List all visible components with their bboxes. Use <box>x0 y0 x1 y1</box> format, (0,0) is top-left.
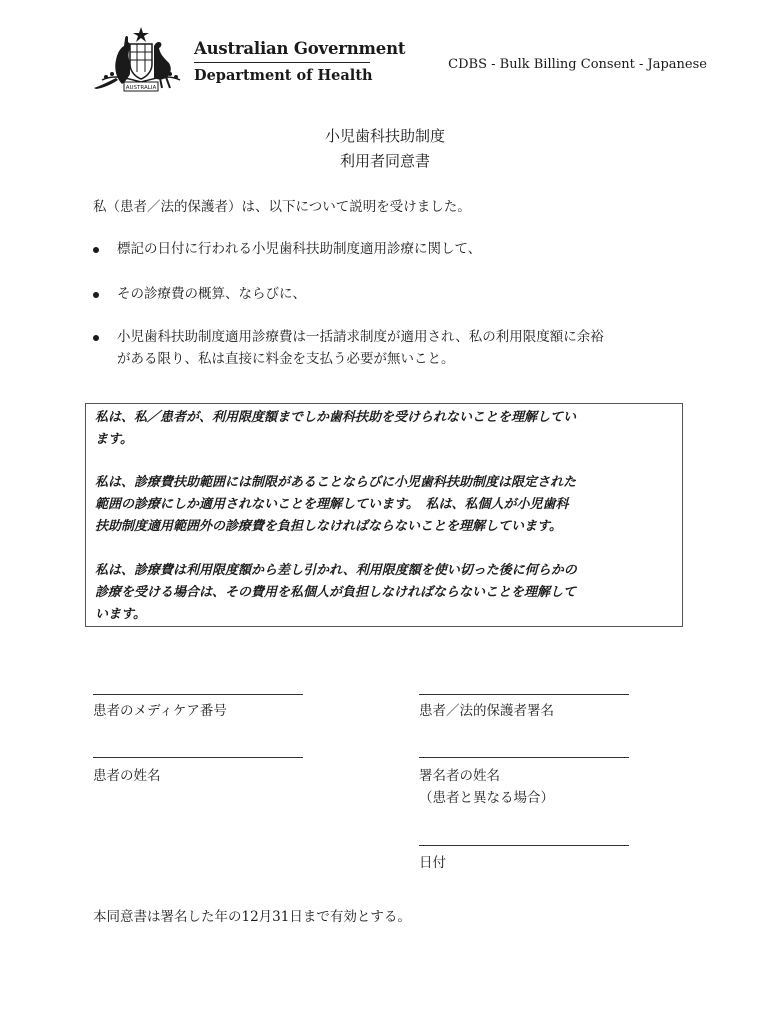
signer-name-line[interactable] <box>419 757 629 758</box>
ack-para-3-line2: 診療を受ける場合は、その費用を私個人が負担しなければならないことを理解して <box>95 585 577 600</box>
medicare-number-line[interactable] <box>93 694 303 695</box>
ack-para-1-line2: ます。 <box>95 432 133 447</box>
bullet-icon <box>93 335 99 341</box>
ack-para-2-line3: 扶助制度適用範囲外の診療費を負担しなければならないことを理解しています。 <box>95 519 562 534</box>
signature-line[interactable] <box>419 694 629 695</box>
government-name: Australian Government <box>194 39 406 58</box>
date-line[interactable] <box>419 845 629 846</box>
commonwealth-coat-of-arms-icon <box>92 22 184 94</box>
ack-para-2-line1: 私は、診療費扶助範囲には制限があることならびに小児歯科扶助制度は限定された <box>95 475 577 490</box>
form-title-line1: 小児歯科扶助制度 <box>324 127 445 145</box>
department-name: Department of Health <box>194 67 373 84</box>
bullet-icon <box>93 247 99 253</box>
patient-name-line[interactable] <box>93 757 303 758</box>
form-title-line2: 利用者同意書 <box>339 152 430 170</box>
crest-motto: AUSTRALIA <box>125 85 157 91</box>
medicare-number-label: 患者のメディケア番号 <box>93 703 227 719</box>
patient-name-label: 患者の姓名 <box>93 768 161 784</box>
ack-para-3-line3: います。 <box>95 607 146 622</box>
signature-label: 患者／法的保護者署名 <box>419 703 554 719</box>
validity-note: 本同意書は署名した年の12月31日まで有効とする。 <box>93 909 411 925</box>
intro-statement: 私（患者／法的保護者）は、以下について説明を受けました。 <box>93 199 471 215</box>
bullet-item-3-line2: がある限り、私は直接に料金を支払う必要が無いこと。 <box>117 351 455 367</box>
date-label: 日付 <box>419 855 446 871</box>
bullet-item-3-line1: 小児歯科扶助制度適用診療費は一括請求制度が適用され、私の利用限度額に余裕 <box>117 329 604 345</box>
signer-name-label: 署名者の姓名 <box>419 768 500 784</box>
header-divider <box>194 62 370 63</box>
ack-para-2-line2: 範囲の診療にしか適用されないことを理解しています。 私は、私個人が小児歯科 <box>95 497 569 512</box>
form-code: CDBS - Bulk Billing Consent - Japanese <box>448 57 707 72</box>
bullet-icon <box>93 292 99 298</box>
ack-para-1-line1: 私は、私／患者が、利用限度額までしか歯科扶助を受けられないことを理解してい <box>95 410 577 425</box>
bullet-item-2: その診療費の概算、ならびに、 <box>117 286 306 302</box>
ack-para-3-line1: 私は、診療費は利用限度額から差し引かれ、利用限度額を使い切った後に何らかの <box>95 563 577 578</box>
bullet-item-1: 標記の日付に行われる小児歯科扶助制度適用診療に関して、 <box>117 241 482 257</box>
signer-name-note: （患者と異なる場合） <box>419 790 554 806</box>
